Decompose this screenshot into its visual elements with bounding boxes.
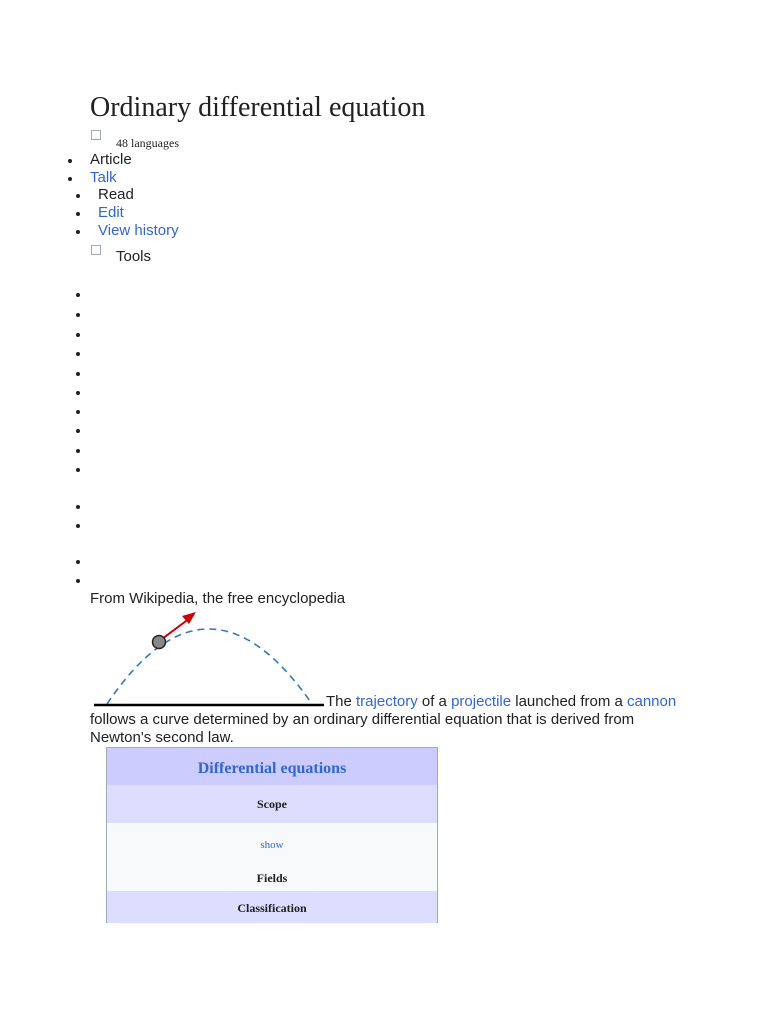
- caption-text: The: [326, 693, 357, 710]
- bullet: [76, 212, 80, 216]
- list-bullet: [76, 579, 80, 583]
- list-bullet: [76, 449, 80, 453]
- list-bullet: [76, 313, 80, 317]
- caption-text: of a: [417, 693, 452, 710]
- page-title: Ordinary differential equation: [90, 92, 426, 123]
- tab-talk[interactable]: Talk: [90, 169, 117, 186]
- tools-checkbox[interactable]: [91, 245, 101, 255]
- list-bullet: [76, 429, 80, 433]
- projectile-link[interactable]: projectile: [451, 693, 512, 710]
- languages-label[interactable]: 48 languages: [116, 136, 179, 150]
- infobox-scope-header: Scope: [107, 785, 437, 823]
- bullet: [68, 177, 72, 181]
- tab-edit[interactable]: Edit: [98, 204, 124, 221]
- tab-view-history[interactable]: View history: [98, 222, 179, 239]
- cannon-link[interactable]: cannon: [627, 693, 677, 710]
- site-tagline: From Wikipedia, the free encyclopedia: [90, 590, 346, 607]
- list-bullet: [76, 333, 80, 337]
- show-toggle-link[interactable]: show: [260, 839, 284, 851]
- trajectory-link[interactable]: trajectory: [356, 693, 418, 710]
- bullet: [68, 159, 72, 163]
- list-bullet: [76, 391, 80, 395]
- list-bullet: [76, 293, 80, 297]
- tools-label[interactable]: Tools: [116, 248, 152, 265]
- caption-text: follows a curve determined by an ordinary differential equation that is derived from Newton's second law.: [90, 711, 635, 746]
- infobox-fields-header: Fields: [256, 871, 288, 885]
- figure-caption: [90, 693, 690, 747]
- list-bullet: [76, 468, 80, 472]
- list-bullet: [76, 372, 80, 376]
- list-bullet: [76, 524, 80, 528]
- list-bullet: [76, 410, 80, 414]
- infobox-title[interactable]: Differential equations: [107, 748, 437, 785]
- infobox-classification-header: Classification: [107, 891, 437, 923]
- caption-text: launched from a: [511, 693, 627, 710]
- tab-read[interactable]: Read: [98, 186, 134, 203]
- projectile-ball: [153, 636, 166, 649]
- bullet: [76, 194, 80, 198]
- list-bullet: [76, 560, 80, 564]
- tab-article[interactable]: Article: [90, 151, 132, 168]
- languages-checkbox[interactable]: [91, 130, 101, 140]
- infobox: [106, 747, 438, 923]
- bullet: [76, 230, 80, 234]
- list-bullet: [76, 352, 80, 356]
- list-bullet: [76, 505, 80, 509]
